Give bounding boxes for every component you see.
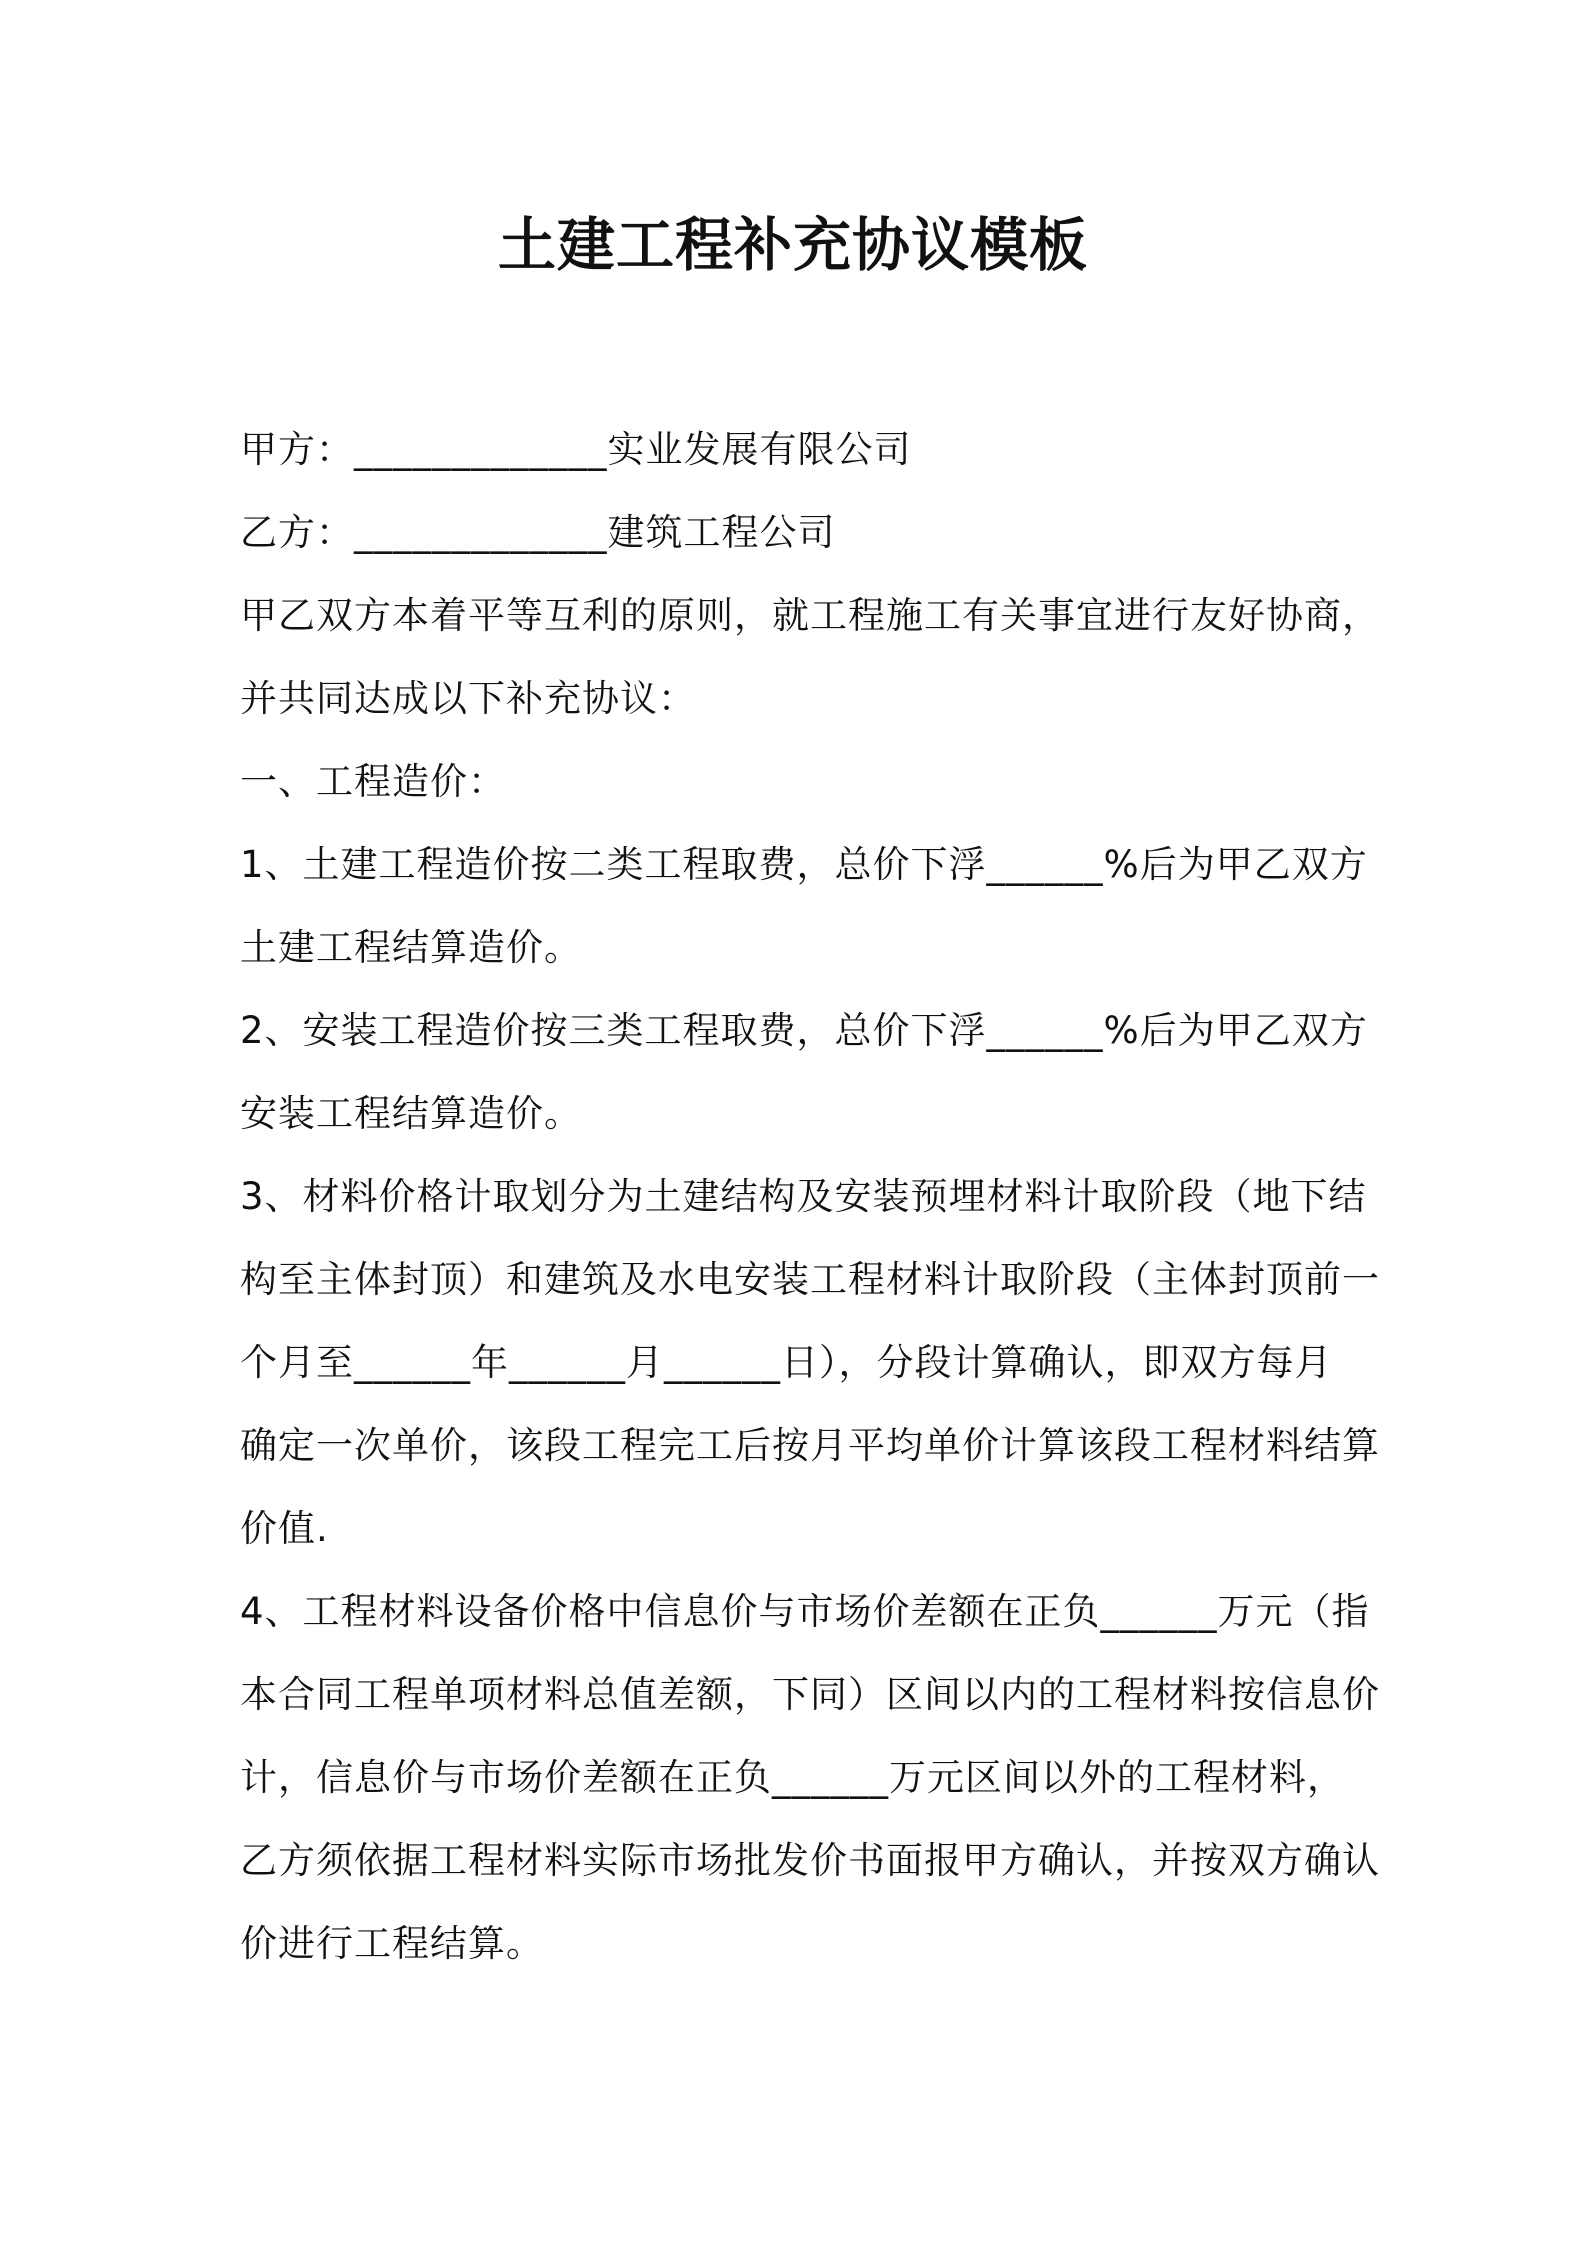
clause-1-line-2: 土建工程结算造价。 xyxy=(240,926,582,969)
document-body xyxy=(240,408,1380,1985)
clause-4-line-4: 乙方须依据工程材料实际市场批发价书面报甲方确认，并按双方确认 xyxy=(240,1839,1380,1882)
clause-2-line-2: 安装工程结算造价。 xyxy=(240,1092,582,1135)
clause-4-line-1: 4、工程材料设备价格中信息价与市场价差额在正负______万元（指 xyxy=(240,1590,1370,1633)
intro-line-1: 甲乙双方本着平等互利的原则，就工程施工有关事宜进行友好协商， xyxy=(240,594,1380,637)
clause-3-line-4: 确定一次单价，该段工程完工后按月平均单价计算该段工程材料结算 xyxy=(240,1424,1380,1467)
clause-4-line-2: 本合同工程单项材料总值差额，下同）区间以内的工程材料按信息价 xyxy=(240,1673,1380,1716)
clause-3-line-2: 构至主体封顶）和建筑及水电安装工程材料计取阶段（主体封顶前一 xyxy=(240,1258,1380,1301)
clause-3-line-5: 价值. xyxy=(240,1507,329,1550)
clause-3-line-1: 3、材料价格计取划分为土建结构及安装预埋材料计取阶段（地下结 xyxy=(240,1175,1367,1218)
party-b-line: 乙方：_____________建筑工程公司 xyxy=(240,511,836,554)
clause-3-line-3: 个月至______年______月______日），分段计算确认，即双方每月 xyxy=(240,1341,1333,1384)
clause-2-line-1: 2、安装工程造价按三类工程取费，总价下浮______%后为甲乙双方 xyxy=(240,1009,1368,1052)
clause-4-line-3: 计，信息价与市场价差额在正负______万元区间以外的工程材料， xyxy=(240,1756,1345,1799)
clause-1-line-1: 1、土建工程造价按二类工程取费，总价下浮______%后为甲乙双方 xyxy=(240,843,1368,886)
party-a-line: 甲方：_____________实业发展有限公司 xyxy=(240,428,912,471)
intro-line-2: 并共同达成以下补充协议： xyxy=(240,677,696,720)
clause-4-line-5: 价进行工程结算。 xyxy=(240,1922,544,1965)
document-title: 土建工程补充协议模板 xyxy=(497,211,1088,279)
section-heading: 一、工程造价： xyxy=(240,760,506,803)
